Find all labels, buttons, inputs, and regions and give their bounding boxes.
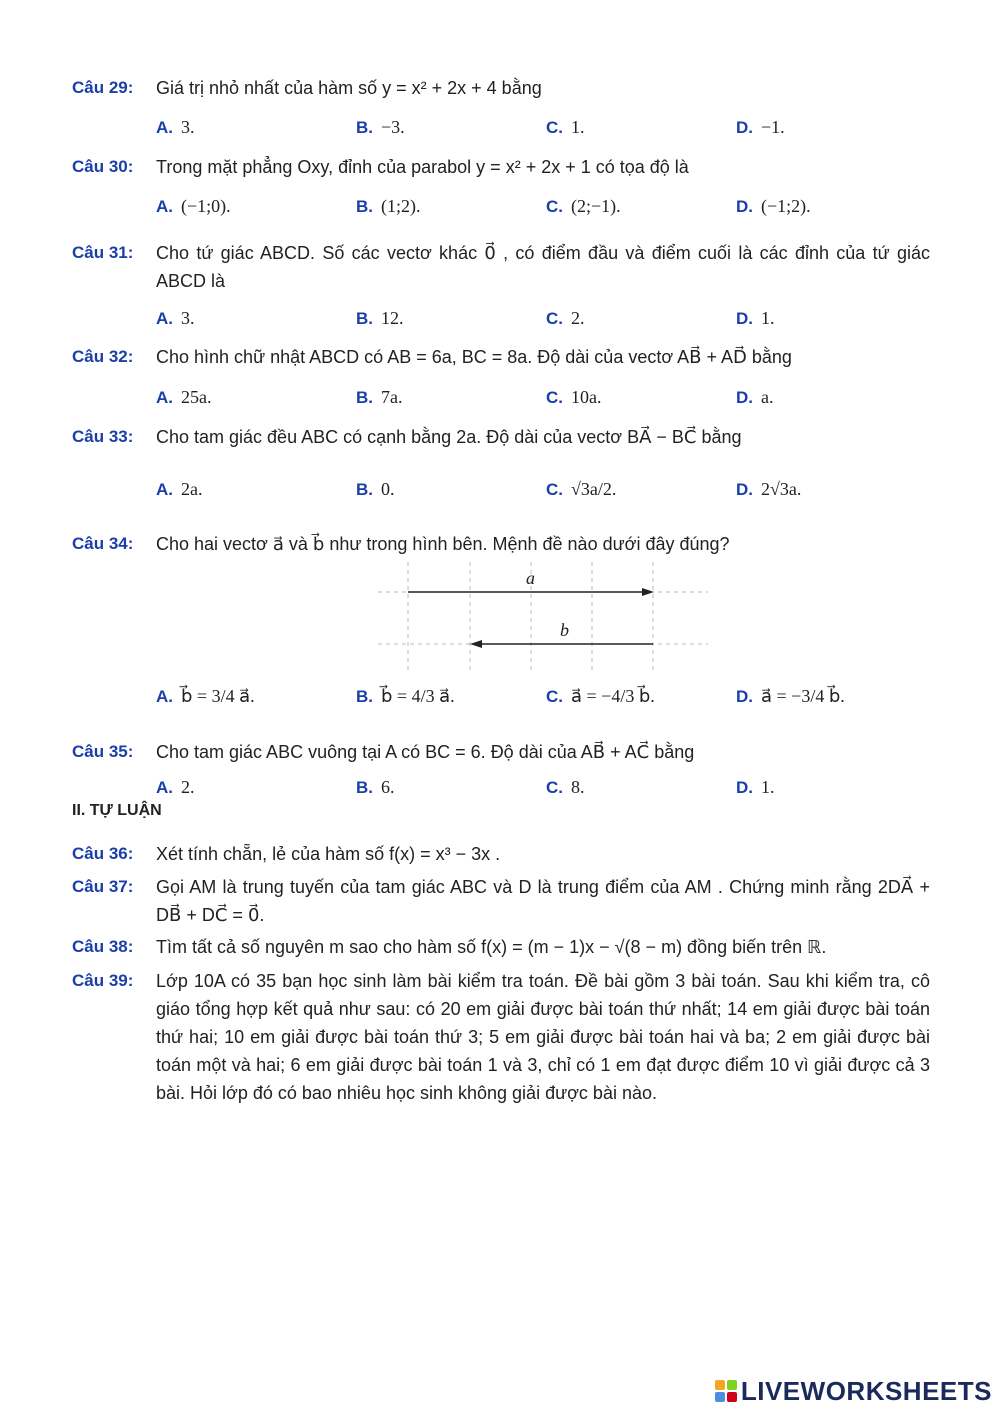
question-label: Câu 29: (72, 78, 134, 97)
option-a[interactable]: A. 25a. (156, 387, 212, 407)
option-c[interactable]: C. 2. (546, 308, 585, 328)
question-text: Trong mặt phẳng Oxy, đỉnh của parabol y = x² + 2x + 1 có tọa độ là (156, 157, 689, 177)
question-text: Lớp 10A có 35 bạn học sinh làm bài kiểm tra toán. Đề bài gồm 3 bài toán. Sau khi kiểm tra, cô giáo tổng hợp kết quả như sau: có 20 em giải được bài toán thứ nhất; 14 em giải được bài toán thứ hai; 10 em giải được bài toán thứ 3; 5 em giải được bài toán hai và ba; 2 em giải được bài toán một và hai; 6 em giải được bài toán 1 và 3, chỉ có 1 em đạt được điểm 10 vì giải được cả 3 bài. Hỏi lớp đó có bao nhiêu học sinh không giải được bài nào. (156, 971, 930, 1103)
question-label: Câu 38: (72, 937, 134, 956)
option-c[interactable]: C. √3a/2. (546, 479, 617, 499)
question-38 (72, 933, 930, 961)
option-d[interactable]: D. −1. (736, 117, 785, 137)
option-c[interactable]: C. a⃗ = −4/3 b⃗. (546, 686, 655, 706)
question-35 (72, 738, 930, 766)
option-d[interactable]: D. 2√3a. (736, 479, 802, 499)
option-a[interactable]: A. 3. (156, 308, 195, 328)
vector-b-arrow (470, 640, 653, 648)
option-c[interactable]: C. 8. (546, 777, 585, 797)
vector-figure (378, 562, 708, 674)
question-32 (72, 343, 930, 371)
question-text: Cho tam giác ABC vuông tại A có BC = 6. Độ dài của AB⃗ + AC⃗ bằng (156, 742, 695, 762)
option-d[interactable]: D. 1. (736, 777, 775, 797)
option-d[interactable]: D. a. (736, 387, 774, 407)
option-d[interactable]: D. a⃗ = −3/4 b⃗. (736, 686, 845, 706)
question-text: Gọi AM là trung tuyến của tam giác ABC và D là trung điểm của AM . Chứng minh rằng 2DA⃗ + DB⃗ + DC⃗ = 0⃗. (156, 877, 930, 925)
question-33 (72, 423, 930, 451)
question-31 (72, 239, 930, 295)
option-b[interactable]: B. 6. (356, 777, 395, 797)
option-a[interactable]: A. 2a. (156, 479, 203, 499)
question-39 (72, 967, 930, 1107)
question-30 (72, 153, 930, 181)
question-label: Câu 32: (72, 347, 134, 366)
option-b[interactable]: B. b⃗ = 4/3 a⃗. (356, 686, 455, 706)
option-b[interactable]: B. −3. (356, 117, 405, 137)
question-text: Cho tứ giác ABCD. Số các vectơ khác 0⃗ , có điểm đầu và điểm cuối là các đỉnh của tứ giác ABCD là (156, 243, 930, 291)
question-label: Câu 36: (72, 844, 134, 863)
option-b[interactable]: B. (1;2). (356, 196, 421, 216)
logo-text: LIVEWORKSHEETS (740, 1375, 992, 1406)
liveworksheets-logo (715, 1375, 992, 1407)
question-label: Câu 33: (72, 427, 134, 446)
question-text: Cho tam giác đều ABC có cạnh bằng 2a. Độ dài của vectơ BA⃗ − BC⃗ bằng (156, 427, 742, 447)
vector-b-label: b⃗ (560, 620, 584, 640)
option-a[interactable]: A. 2. (156, 777, 195, 797)
option-b[interactable]: B. 7a. (356, 387, 403, 407)
option-c[interactable]: C. 10a. (546, 387, 602, 407)
question-label: Câu 39: (72, 971, 134, 990)
question-text: Xét tính chẵn, lẻ của hàm số f(x) = x³ − 3x . (156, 844, 501, 864)
question-label: Câu 31: (72, 243, 134, 262)
liveworksheets-logo-icon (715, 1380, 737, 1402)
question-label: Câu 30: (72, 157, 134, 176)
question-34 (72, 530, 930, 558)
option-b[interactable]: B. 0. (356, 479, 395, 499)
option-d[interactable]: D. 1. (736, 308, 775, 328)
option-c[interactable]: C. 1. (546, 117, 585, 137)
section-heading: II. TỰ LUẬN (72, 802, 162, 819)
option-d[interactable]: D. (−1;2). (736, 196, 811, 216)
option-c[interactable]: C. (2;−1). (546, 196, 621, 216)
question-text: Cho hình chữ nhật ABCD có AB = 6a, BC = 8a. Độ dài của vectơ AB⃗ + AD⃗ bằng (156, 347, 792, 367)
option-a[interactable]: A. 3. (156, 117, 195, 137)
question-label: Câu 34: (72, 534, 134, 553)
option-a[interactable]: A. (−1;0). (156, 196, 231, 216)
question-text: Giá trị nhỏ nhất của hàm số y = x² + 2x + 4 bằng (156, 78, 542, 98)
option-b[interactable]: B. 12. (356, 308, 404, 328)
question-text: Tìm tất cả số nguyên m sao cho hàm số f(x) = (m − 1)x − √(8 − m) đồng biến trên ℝ. (156, 937, 827, 957)
vector-a-label: a⃗ (526, 568, 550, 588)
question-29 (72, 74, 930, 102)
question-text: Cho hai vectơ a⃗ và b⃗ như trong hình bên. Mệnh đề nào dưới đây đúng? (156, 534, 730, 554)
question-36 (72, 840, 930, 868)
question-label: Câu 37: (72, 877, 134, 896)
question-label: Câu 35: (72, 742, 134, 761)
question-37 (72, 873, 930, 929)
option-a[interactable]: A. b⃗ = 3/4 a⃗. (156, 686, 255, 706)
